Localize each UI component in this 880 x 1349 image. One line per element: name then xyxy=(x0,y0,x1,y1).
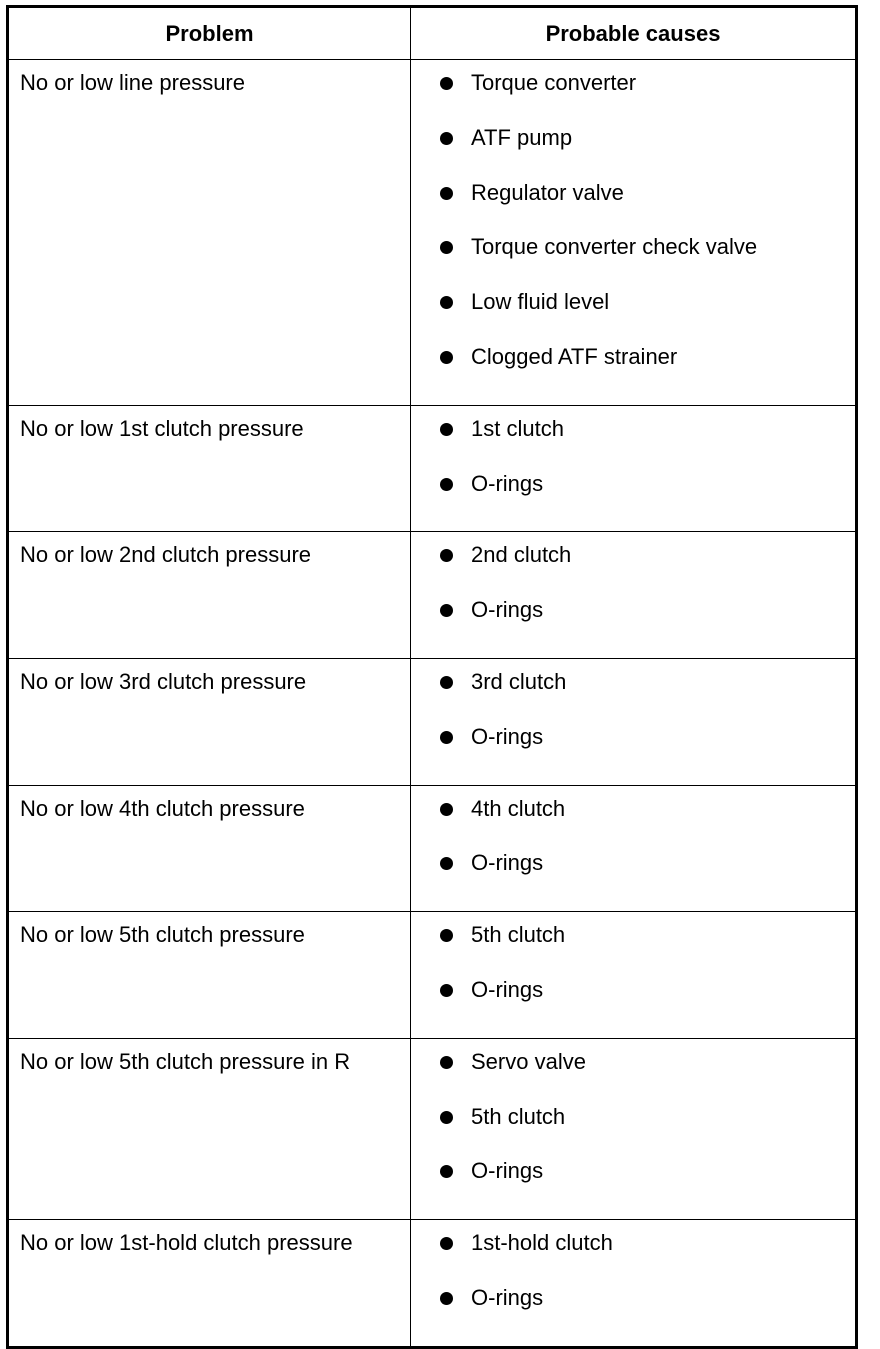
cause-item xyxy=(411,668,855,723)
cause-item xyxy=(411,1157,855,1212)
troubleshooting-table xyxy=(6,5,858,1349)
bullet-icon xyxy=(440,929,453,942)
table-body xyxy=(8,60,857,1348)
cause-item xyxy=(411,976,855,1031)
cause-text: O-rings xyxy=(471,597,544,623)
bullet-icon xyxy=(440,984,453,997)
cause-item xyxy=(411,69,855,124)
cause-list xyxy=(411,1220,855,1346)
cause-text: Torque converter xyxy=(471,70,637,95)
problem-text: No or low line pressure xyxy=(20,70,245,95)
table-row xyxy=(8,1038,857,1219)
cause-item xyxy=(411,124,855,179)
problem-column-header: Problem xyxy=(8,7,411,60)
bullet-icon xyxy=(440,676,453,689)
causes-cell xyxy=(411,1220,857,1348)
cause-text: ATF pump xyxy=(471,124,573,150)
problem-cell xyxy=(8,658,411,785)
cause-item xyxy=(411,179,855,234)
causes-cell xyxy=(411,532,857,659)
table-row xyxy=(8,532,857,659)
cause-item xyxy=(411,1048,855,1103)
cause-text: O-rings xyxy=(471,470,544,496)
cause-item xyxy=(411,288,855,343)
cause-item xyxy=(411,343,855,398)
cause-text: 5th clutch xyxy=(471,1103,566,1129)
bullet-icon xyxy=(440,478,453,491)
cause-text: 2nd clutch xyxy=(471,542,572,568)
problem-cell xyxy=(8,1220,411,1348)
cause-text: O-rings xyxy=(471,723,544,749)
problem-cell xyxy=(8,912,411,1039)
causes-column-header: Probable causes xyxy=(411,7,857,60)
causes-cell xyxy=(411,1038,857,1219)
bullet-icon xyxy=(440,187,453,200)
problem-text: No or low 5th clutch pressure in R xyxy=(20,1048,351,1074)
causes-cell xyxy=(411,785,857,912)
problem-cell xyxy=(8,60,411,406)
cause-text: Torque converter check valve xyxy=(471,234,758,260)
cause-list xyxy=(411,532,855,658)
bullet-icon xyxy=(440,1165,453,1178)
bullet-icon xyxy=(440,351,453,364)
cause-list xyxy=(411,60,855,405)
cause-text: 3rd clutch xyxy=(471,668,567,694)
table-row xyxy=(8,658,857,785)
bullet-icon xyxy=(440,241,453,254)
cause-item xyxy=(411,541,855,596)
cause-item xyxy=(411,596,855,651)
cause-item xyxy=(411,1284,855,1339)
bullet-icon xyxy=(440,132,453,145)
cause-list xyxy=(411,912,855,1038)
problem-text: No or low 4th clutch pressure xyxy=(20,795,305,821)
cause-item xyxy=(411,233,855,288)
cause-text: O-rings xyxy=(471,850,544,876)
cause-text: O-rings xyxy=(471,1284,544,1310)
cause-text: 5th clutch xyxy=(471,922,566,948)
causes-cell xyxy=(411,405,857,532)
table-row xyxy=(8,405,857,532)
bullet-icon xyxy=(440,1292,453,1305)
cause-item xyxy=(411,723,855,778)
cause-text: Low fluid level xyxy=(471,289,610,315)
table-row xyxy=(8,912,857,1039)
bullet-icon xyxy=(440,857,453,870)
problem-text: No or low 1st-hold clutch pressure xyxy=(20,1230,353,1256)
bullet-icon xyxy=(440,77,453,90)
problem-text: No or low 1st clutch pressure xyxy=(20,415,304,441)
cause-text: 4th clutch xyxy=(471,795,566,821)
cause-item xyxy=(411,1103,855,1158)
cause-text: O-rings xyxy=(471,976,544,1002)
bullet-icon xyxy=(440,549,453,562)
cause-text: 1st clutch xyxy=(471,415,564,441)
problem-cell xyxy=(8,1038,411,1219)
problem-cell xyxy=(8,405,411,532)
cause-text: 1st-hold clutch xyxy=(471,1230,613,1256)
cause-item xyxy=(411,415,855,470)
causes-cell xyxy=(411,60,857,406)
bullet-icon xyxy=(440,1111,453,1124)
cause-text: Regulator valve xyxy=(471,179,624,205)
cause-list xyxy=(411,659,855,785)
cause-item xyxy=(411,849,855,904)
cause-list xyxy=(411,406,855,532)
causes-cell xyxy=(411,912,857,1039)
bullet-icon xyxy=(440,604,453,617)
cause-text: Servo valve xyxy=(471,1048,586,1074)
header-row xyxy=(8,7,857,60)
problem-cell xyxy=(8,785,411,912)
cause-text: O-rings xyxy=(471,1158,544,1184)
table-row xyxy=(8,60,857,406)
bullet-icon xyxy=(440,731,453,744)
problem-text: No or low 5th clutch pressure xyxy=(20,922,305,948)
bullet-icon xyxy=(440,423,453,436)
bullet-icon xyxy=(440,296,453,309)
problem-cell xyxy=(8,532,411,659)
cause-list xyxy=(411,786,855,912)
bullet-icon xyxy=(440,1237,453,1250)
cause-item xyxy=(411,921,855,976)
cause-list xyxy=(411,1039,855,1219)
table-row xyxy=(8,785,857,912)
cause-item xyxy=(411,1229,855,1284)
causes-cell xyxy=(411,658,857,785)
table-row xyxy=(8,1220,857,1348)
bullet-icon xyxy=(440,1056,453,1069)
cause-item xyxy=(411,470,855,525)
cause-text: Clogged ATF strainer xyxy=(471,343,678,369)
cause-item xyxy=(411,795,855,850)
problem-text: No or low 3rd clutch pressure xyxy=(20,668,307,694)
problem-text: No or low 2nd clutch pressure xyxy=(20,542,312,568)
bullet-icon xyxy=(440,803,453,816)
